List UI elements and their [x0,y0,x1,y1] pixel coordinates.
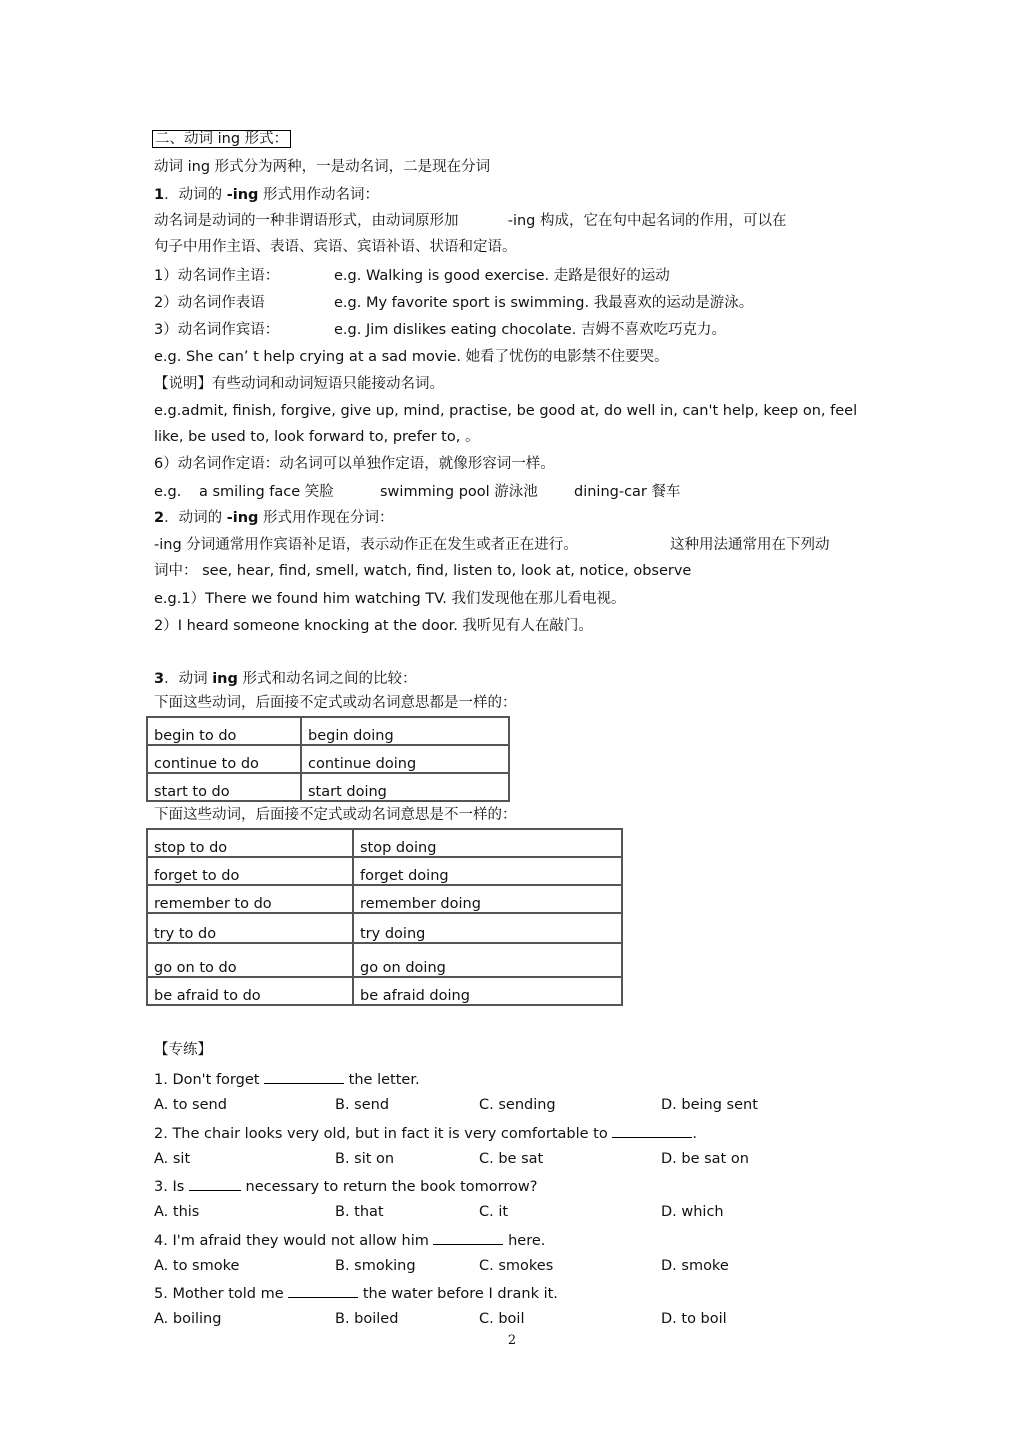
gerund-object-example: e.g. Jim dislikes eating chocolate. 吉姆不喜欢吃巧克力。 [334,322,726,338]
table-row [147,829,622,857]
answer-option: A. to send [154,1097,227,1113]
part3-heading: 3．动词 ing 形式和动名词之间的比较： [154,671,417,687]
practice-title: 【专练】 [154,1042,212,1058]
answer-blank [264,1069,344,1084]
extra-example: e.g. She can’ t help crying at a sad movie. 她看了忧伤的电影禁不住要哭。 [154,349,669,365]
table-cell: try doing [353,913,622,943]
table-cell: be afraid doing [353,977,622,1005]
page-number: 2 [507,1333,517,1348]
table-cell: start doing [301,773,509,801]
part1-desc-line1: 动名词是动词的一种非谓语形式，由动词原形加 -ing 构成，它在句中起名词的作用，可以在 [154,213,787,229]
answer-option: D. which [661,1204,724,1220]
part2-desc-line1b: 这种用法通常用在下列动 [670,537,830,553]
question-text: 5. Mother told me [154,1286,289,1302]
table-cell: go on to do [147,943,353,977]
part2-example-2: 2）I heard someone knocking at the door. 我听见有人在敲门。 [154,618,593,634]
answer-option: D. to boil [661,1311,727,1327]
table-cell: forget doing [353,857,622,885]
table-row [147,717,509,745]
table-row [147,773,509,801]
attr-example-3: dining-car 餐车 [574,484,681,500]
attr-eg: e.g. [154,484,182,500]
answer-option: D. smoke [661,1258,729,1274]
part2-desc-line1a: -ing 分词通常用作宾语补足语，表示动作正在发生或者正在进行。 [154,537,578,553]
table-row [147,977,622,1005]
answer-blank [189,1176,241,1191]
answer-blank [612,1123,692,1138]
table-cell: remember doing [353,885,622,913]
answer-option: B. that [335,1204,384,1220]
same-meaning-table [146,716,510,802]
answer-option: B. send [335,1097,390,1113]
question-text: 1. Don't forget [154,1072,265,1088]
attr-example-2: swimming pool 游泳池 [380,484,538,500]
table-cell: start to do [147,773,301,801]
diff-meaning-table [146,828,623,1006]
question-text: necessary to return the book tomorrow? [240,1179,538,1195]
question-stem [154,1123,697,1143]
gerund-attribute-label: 6）动名词作定语：动名词可以单独作定语，就像形容词一样。 [154,456,555,472]
question-text: . [692,1126,697,1142]
gerund-subject-label: 1）动名词作主语： [154,268,280,284]
question-stem [154,1176,537,1196]
diff-meaning-intro: 下面这些动词，后面接不定式或动名词意思是不一样的： [154,807,517,823]
table-cell: stop doing [353,829,622,857]
table-cell: go on doing [353,943,622,977]
table-row [147,745,509,773]
part2-example-1: e.g.1）There we found him watching TV. 我们发现他在那儿看电视。 [154,591,626,607]
gerund-object-label: 3）动名词作宾语： [154,322,280,338]
table-row [147,857,622,885]
part1-heading: 1．动词的 -ing 形式用作动名词： [154,187,380,203]
answer-option: C. sending [479,1097,556,1113]
gerund-predicative-label: 2）动名词作表语 [154,295,265,311]
answer-option: C. it [479,1204,509,1220]
question-text: 2. The chair looks very old, but in fact it is very comfortable to [154,1126,613,1142]
answer-option: A. sit [154,1151,191,1167]
answer-option: B. boiled [335,1311,399,1327]
answer-option: B. smoking [335,1258,416,1274]
table-cell: be afraid to do [147,977,353,1005]
verbs-line2: like, be used to, look forward to, prefer to, 。 [154,429,480,445]
table-cell: continue doing [301,745,509,773]
question-text: the letter. [344,1072,420,1088]
answer-option: A. boiling [154,1311,222,1327]
verbs-line1: e.g.admit, finish, forgive, give up, mind, practise, be good at, do well in, can't help, keep on, feel [154,403,858,419]
table-row [147,913,622,943]
answer-option: C. smokes [479,1258,554,1274]
answer-option: D. being sent [661,1097,758,1113]
table-cell: begin doing [301,717,509,745]
answer-option: C. boil [479,1311,525,1327]
answer-option: C. be sat [479,1151,544,1167]
table-cell: remember to do [147,885,353,913]
question-text: 3. Is [154,1179,189,1195]
question-stem [154,1283,558,1303]
gerund-subject-example: e.g. Walking is good exercise. 走路是很好的运动 [334,268,670,284]
answer-option: A. this [154,1204,200,1220]
table-cell: try to do [147,913,353,943]
answer-option: A. to smoke [154,1258,240,1274]
part2-desc-line2: 词中： see, hear, find, smell, watch, find, listen to, look at, notice, observe [154,563,692,579]
table-cell: stop to do [147,829,353,857]
table-row [147,885,622,913]
part2-heading: 2．动词的 -ing 形式用作现在分词： [154,510,394,526]
answer-blank [288,1283,358,1298]
question-text: here. [503,1233,546,1249]
section-title: 二、动词 ing 形式： [152,130,291,148]
part1-desc-line2: 句子中用作主语、表语、宾语、宾语补语、状语和定语。 [154,239,517,255]
table-cell: continue to do [147,745,301,773]
table-cell: forget to do [147,857,353,885]
answer-option: B. sit on [335,1151,395,1167]
table-cell: begin to do [147,717,301,745]
question-text: the water before I drank it. [358,1286,558,1302]
table-row [147,943,622,977]
intro-text: 动词 ing 形式分为两种，一是动名词，二是现在分词 [154,159,491,175]
attr-example-1: a smiling face 笑脸 [199,484,334,500]
answer-blank [433,1230,503,1245]
gerund-predicative-example: e.g. My favorite sport is swimming. 我最喜欢的运动是游泳。 [334,295,754,311]
answer-option: D. be sat on [661,1151,749,1167]
question-stem [154,1230,545,1250]
question-text: 4. I'm afraid they would not allow him [154,1233,434,1249]
question-stem [154,1069,420,1089]
note: 【说明】有些动词和动词短语只能接动名词。 [154,376,444,392]
same-meaning-intro: 下面这些动词，后面接不定式或动名词意思都是一样的： [154,695,517,711]
